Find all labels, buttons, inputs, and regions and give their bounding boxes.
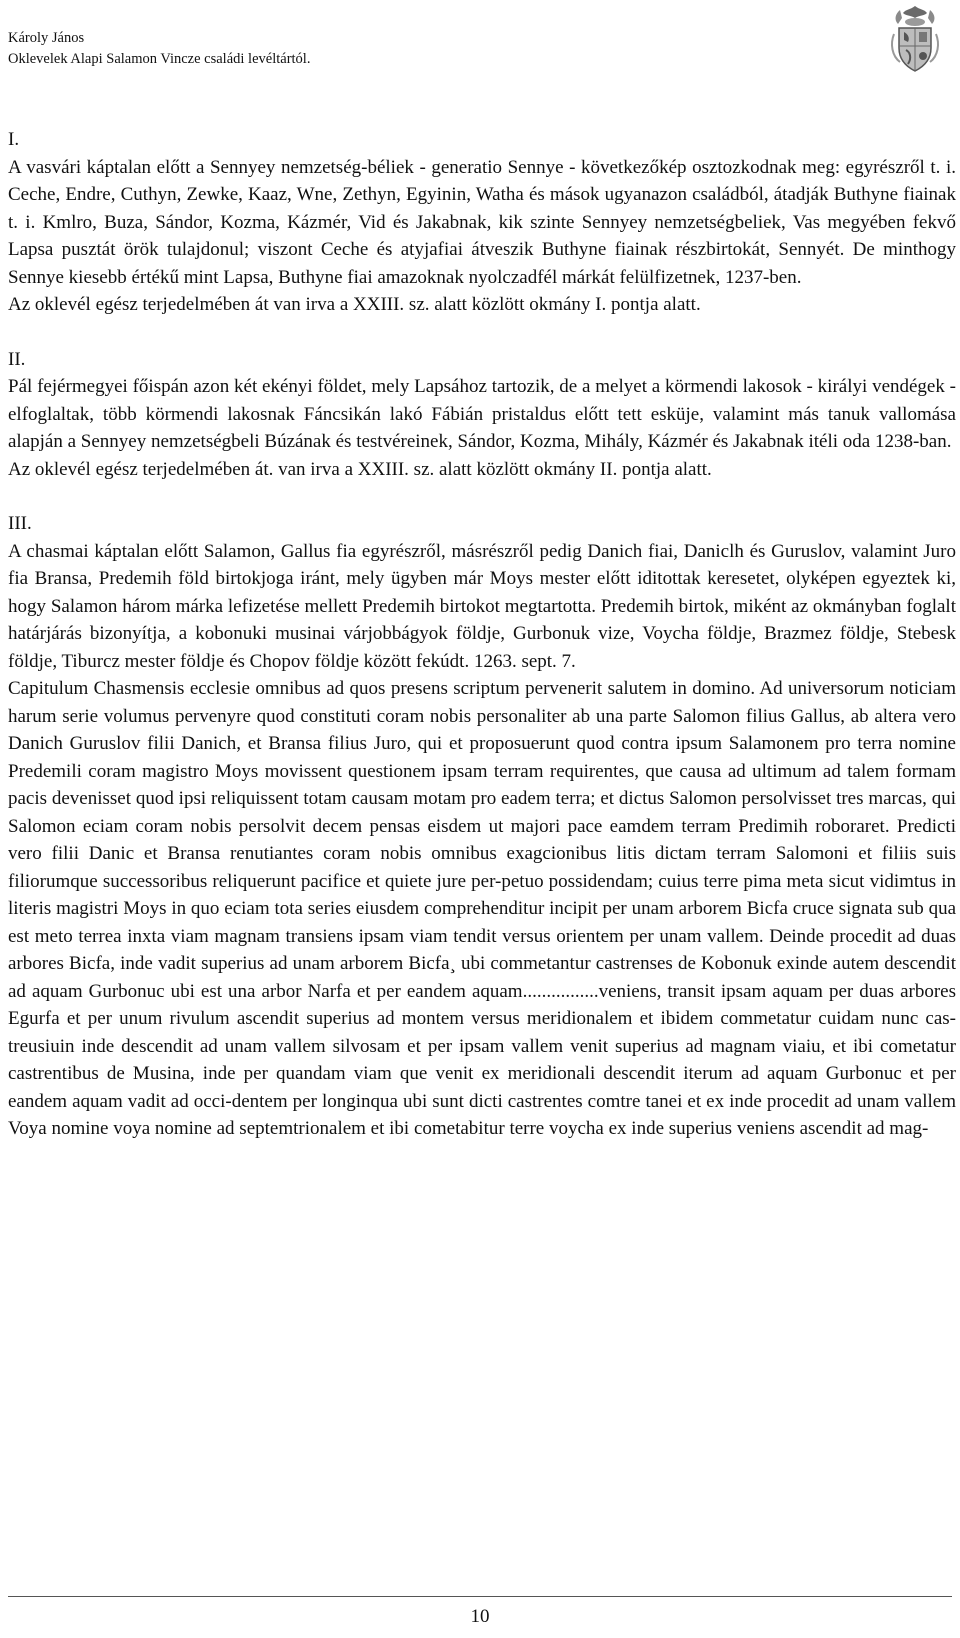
section-numeral: II.: [8, 348, 26, 370]
document-body: [8, 126, 956, 1143]
coat-of-arms-icon: [886, 4, 944, 74]
section-summary: Pál fejérmegyei főispán azon két ekényi földet, mely Lapsához tartozik, de a melyet a körmendi lakosok - királyi vendégek - elfoglaltak, több körmendi lakosnak Fáncsikán lakó Fábián pristaldus előtt tett esküje, valamint más tanuk vallomása alapján a Sennyey nemzetségbeli Búzának és testvéreinek, Sándor, Kozma, Mihály, Kázmér és Jakabnak itéli oda 1238-ban.: [8, 376, 956, 452]
section-note: Az oklevél egész terjedelmében át van irva a XXIII. sz. alatt közlött okmány I. pontja alatt.: [8, 294, 701, 315]
section-summary: A chasmai káptalan előtt Salamon, Gallus fia egyrészről, másrészről pedig Danich fiai, Daniclh és Guruslov, valamint Juro fia Bransa, Predemih föld birtokjoga iránt, mely ügyben már Moys mester előtt iditottak keresetet, olyképen egyeztek ki, hogy Salamon három márka lefizetése mellett Predemih birtokot megtartotta. Predemih birtok, miként az okmányban foglalt határjárás bizonyítja, a kobonuki musinai várjobbágyok földje, Gurbonuk vize, Voycha földje, Brazmez földje, Stebesk földje, Tiburcz mester földje és Chopov földje között fekúdt. 1263. sept. 7.: [8, 540, 956, 672]
latin-charter-text: Capitulum Chasmensis ecclesie omnibus ad quos presens scriptum pervenerit salutem in domino. Ad universorum noticiam harum serie volumus pervenyre quod constituti coram nobis personaliter ab una parte Salomon filius Gallus, ab altera vero Danich Guruslov filii Danich, et Bransa filius Juro, qui et proposuerunt quod contra ipsum Salamonem pro terra nomine Predemili coram magistro Moys movissent questionem ipsam terram requirentes, que causa ad ultimum ad talem formam pacis devenisset quod ipsi reliquissent totam causam motam pro eadem terra; et dictus Salomon persolvisset tres marcas, qui Salomon eciam coram nobis persolvit decem pensas eisdem ut majori pace eamdem terram Predimih roboraret. Predicti vero filii Danic et Bransa renutiantes coram nobis omnibus exagcionibus litis dictam terram Salomoni et filiis suis filiorumque successoribus reliquerunt pacifice et quiete jure per-petuo possidendam; cuius terre pima meta sicut vidimtus in literis magistri Moys in quo eciam tota series eiusdem comprehenditur incipit per unam arborem Bicfa cruce signata sub qua est meto terrea inxta viam magnam transiens ipsam viam tendit versus orientem per unam vallem. Deinde procedit ad duas arbores Bicfa, inde vadit superius ad unam arborem Bicfa¸ ubi commetantur castrenses de Kobonuk exinde autem descendit ad aquam Gurbonuc ubi est una arbor Narfa et per eandem aquam................veniens, transit ipsam aquam per duas arbores Egurfa et per unum rivulum ascendit superius ad montem versus meridionalem et ibidem commetatur cuidam nunc cas-treusiuin inde descendit ad unam vallem silvosam et per ipsam vallem venit superius ad magnam viaiu, et ibi cometatur castrentibus de Musina, inde per quandam viam que venit ex meridionali descendit iterum ad aquam Gurbonuc et per eandem aquam vadit ad occi-dentem per longinqua ubi sunt dicti castrentes comtre tanei et ex inde procedit ad unam vallem Voya nomine voya nomine ad septemtrionalem et ibi cometabitur terre voycha ex inde superius veniens ascendit ad mag-: [8, 678, 956, 1139]
running-header: [8, 28, 310, 70]
section-3: [8, 510, 956, 1143]
header-author: Károly János: [8, 30, 85, 46]
section-numeral: I.: [8, 129, 20, 150]
section-1: [8, 126, 956, 319]
section-summary: A vasvári káptalan előtt a Sennyey nemzetség-béliek - generatio Sennye - következőkép osztozkodnak meg: egyrészről t. i. Ceche, Endre, Cuthyn, Zewke, Kaaz, Wne, Zethyn, Egyinin, Watha és mások ugyanazon családból, átadják Buthyne fiainak t. i. Kmlro, Buza, Sándor, Kozma, Kázmér, Vid és Jakabnak, kik szinte Sennyey nemzetségbeliek, Vas megyében fekvő Lapsa pusztát örök tulajdonul; viszont Ceche és atyjafiai átveszik Buthyne fiainak részbirtokát, Sennyét. De minthogy Sennye kiesebb értékű mint Lapsa, Buthyne fiai amazoknak nyolczadfél márkát felülfizetnek, 1237-ben.: [8, 156, 956, 288]
section-numeral: III.: [8, 513, 32, 534]
footer-divider: [8, 1596, 952, 1597]
section-2: [8, 346, 956, 484]
section-note: Az oklevél egész terjedelmében át. van irva a XXIII. sz. alatt közlött okmány II. pontja alatt.: [8, 458, 712, 480]
header-title: Oklevelek Alapi Salamon Vincze családi levéltártól.: [8, 51, 311, 67]
page-number: 10: [470, 1606, 490, 1627]
